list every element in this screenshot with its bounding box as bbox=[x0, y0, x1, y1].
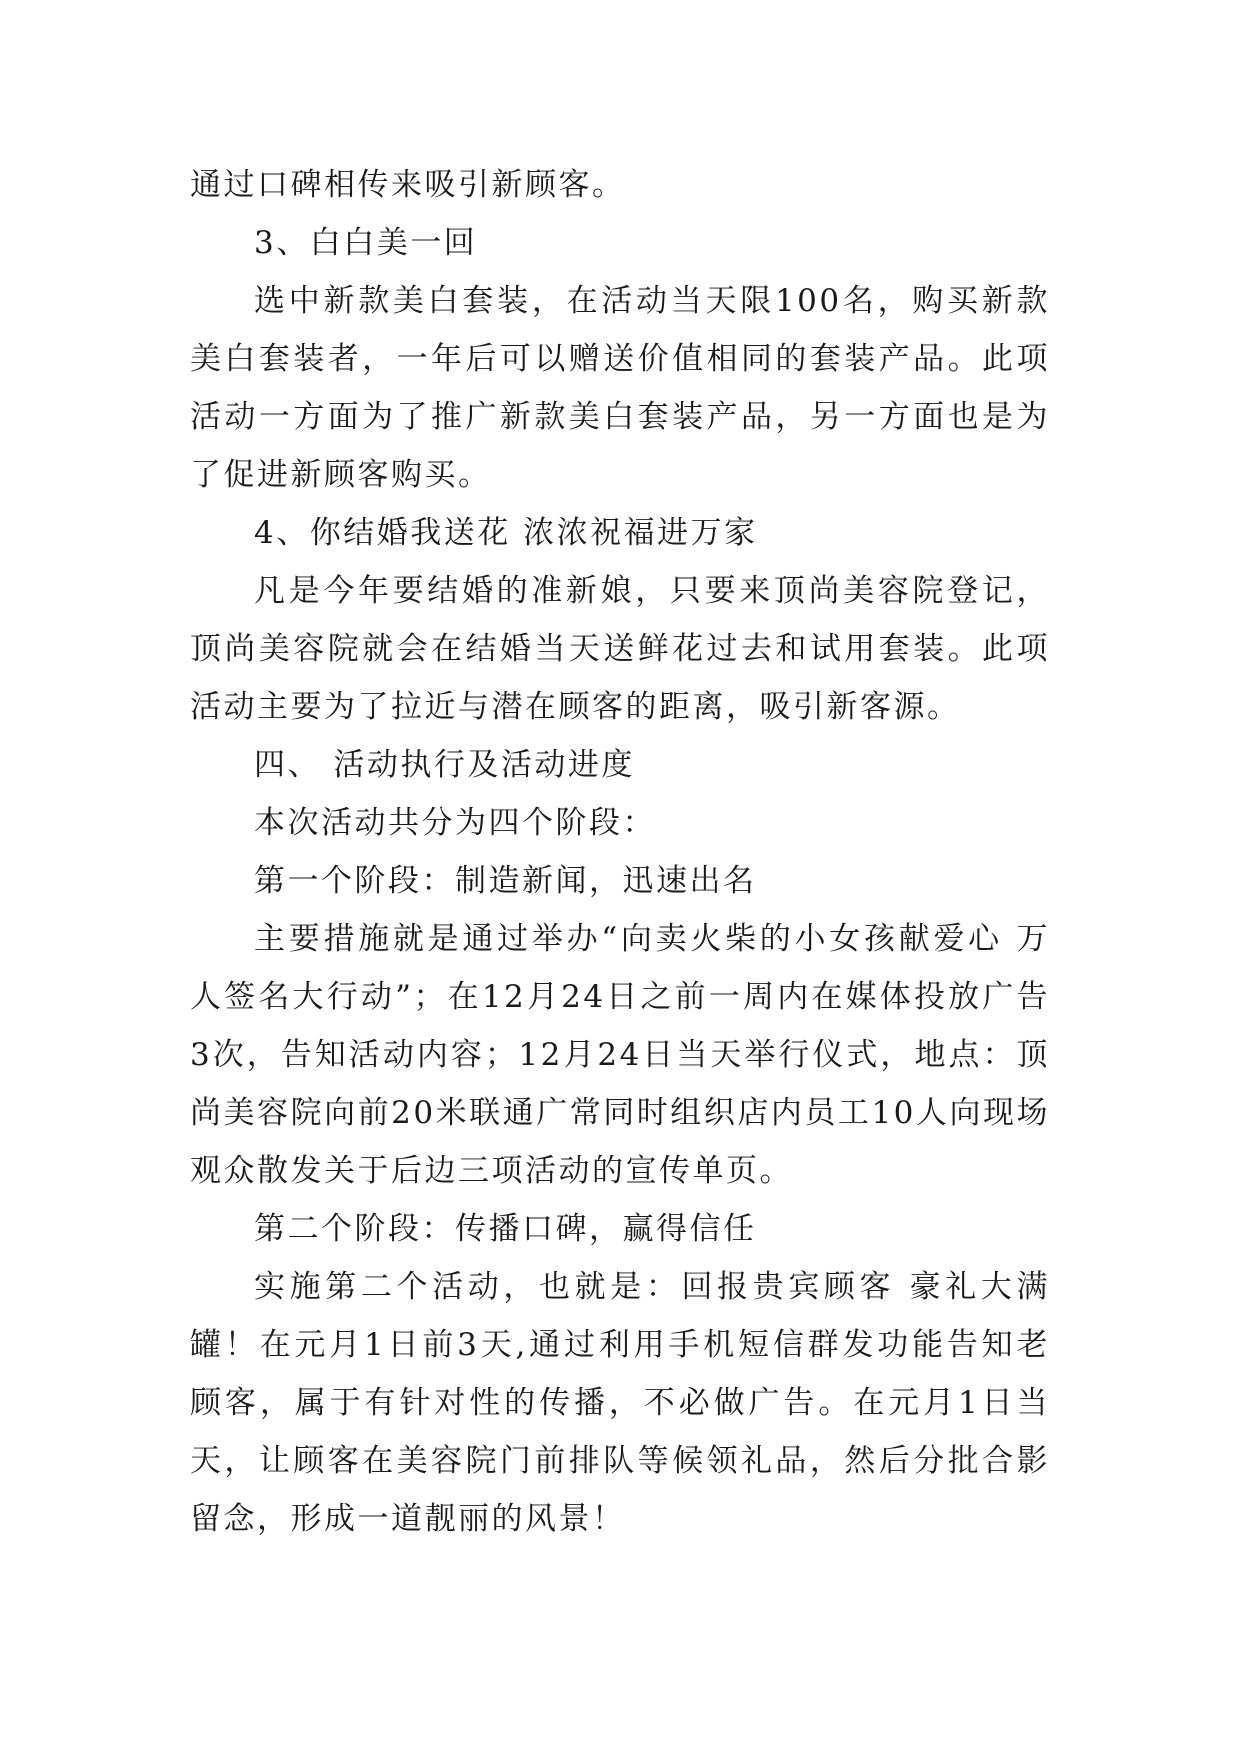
paragraph-continuation: 通过口碑相传来吸引新顾客。 bbox=[190, 167, 626, 203]
heading-stage-1: 第一个阶段：制造新闻，迅速出名 bbox=[254, 863, 757, 899]
heading-activity-3: 3、白白美一回 bbox=[254, 225, 478, 261]
heading-activity-4: 4、你结婚我送花 浓浓祝福进万家 bbox=[254, 515, 758, 551]
section-heading-4: 四、 活动执行及活动进度 bbox=[254, 747, 635, 783]
document-body bbox=[190, 156, 1050, 1548]
paragraph-stage-2: 实施第二个活动，也就是：回报贵宾顾客 豪礼大满罐！在元月1日前3天,通过利用手机短信群发功能告知老顾客，属于有针对性的传播，不必做广告。在元月1日当天，让顾客在美容院门前排队等候领礼品，然后分批合影留念，形成一道靓丽的风景！ bbox=[190, 1269, 1050, 1537]
heading-stage-2: 第二个阶段：传播口碑，赢得信任 bbox=[254, 1211, 757, 1247]
paragraph-activity-4: 凡是今年要结婚的准新娘，只要来顶尚美容院登记，顶尚美容院就会在结婚当天送鲜花过去和试用套装。此项活动主要为了拉近与潜在顾客的距离，吸引新客源。 bbox=[190, 573, 1050, 725]
paragraph-stage-1: 主要措施就是通过举办“向卖火柴的小女孩献爱心 万人签名大行动”；在12月24日之前一周内在媒体投放广告3次，告知活动内容；12月24日当天举行仪式，地点：顶尚美容院向前20米联通广常同时组织店内员工10人向现场观众散发关于后边三项活动的宣传单页。 bbox=[190, 921, 1050, 1189]
paragraph-activity-3: 选中新款美白套装，在活动当天限100名，购买新款美白套装者，一年后可以赠送价值相同的套装产品。此项活动一方面为了推广新款美白套装产品，另一方面也是为了促进新顾客购买。 bbox=[190, 283, 1050, 493]
paragraph-stages-intro: 本次活动共分为四个阶段： bbox=[254, 805, 656, 841]
